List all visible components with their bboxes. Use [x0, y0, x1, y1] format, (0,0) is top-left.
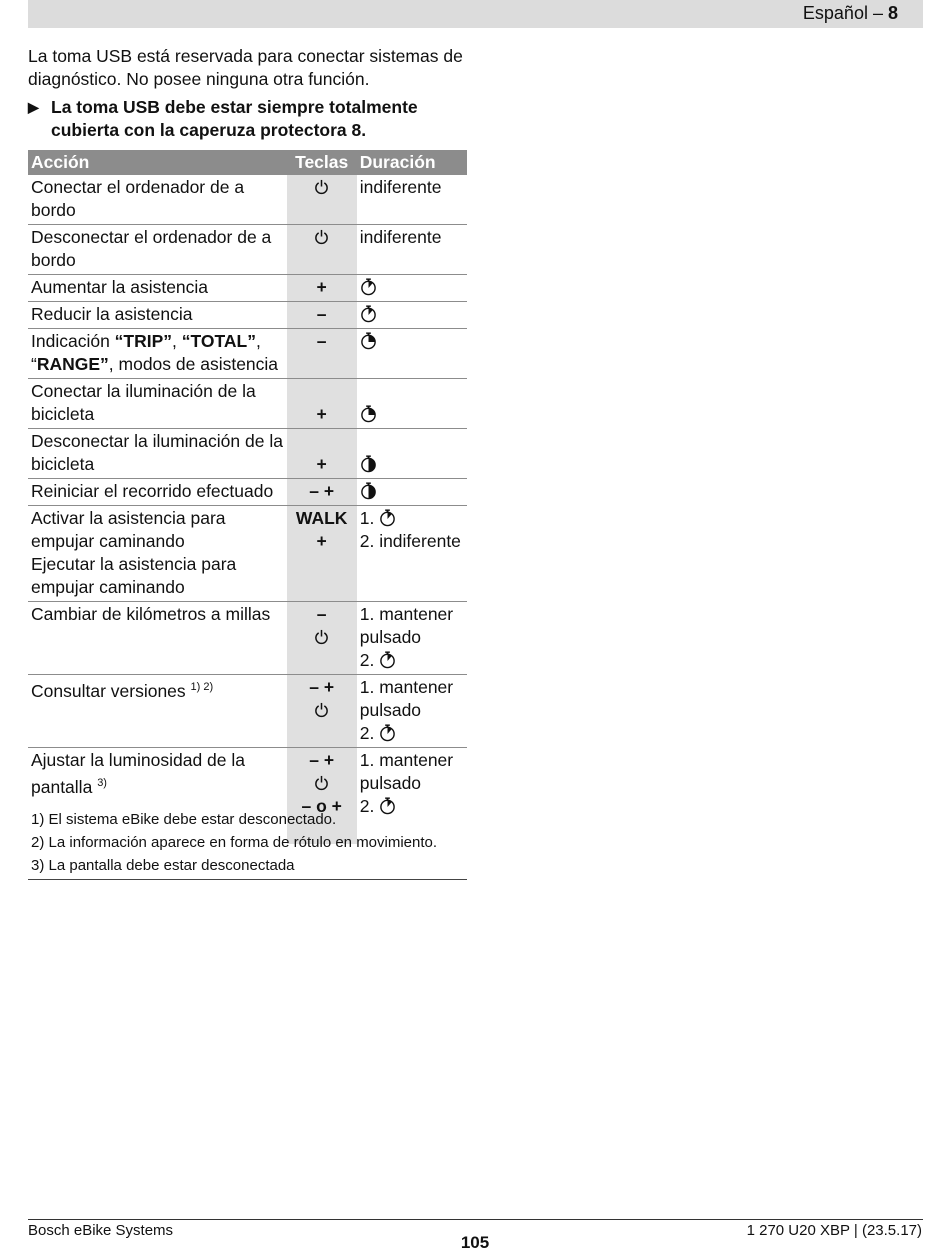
warning-text: La toma USB debe estar siempre totalmente cubierta con la caperuza protectora 8.	[51, 97, 418, 140]
table-row	[28, 275, 467, 302]
action-cell: Conectar la iluminación de la bicicleta	[28, 379, 287, 429]
stopwatch-medium-icon	[360, 405, 377, 423]
duration-step: 1. mantener pulsado	[359, 677, 454, 720]
action-text: ,	[256, 331, 261, 351]
footer-divider	[28, 1219, 923, 1220]
table-row	[28, 602, 467, 675]
duration-step: 2.	[359, 650, 375, 670]
total-label: “TOTAL”	[181, 331, 256, 351]
intro-paragraph: La toma USB está reservada para conectar sistemas de diagnóstico. No posee ninguna otra función.	[28, 46, 463, 89]
duration-step: 2. indiferente	[359, 531, 461, 551]
minus-plus-keys: – +	[309, 677, 335, 697]
header-action: Acción	[28, 150, 287, 175]
table-row	[28, 429, 467, 479]
action-cell	[28, 329, 287, 379]
keys-cell	[287, 602, 357, 675]
keys-cell	[287, 225, 357, 275]
table-row	[28, 175, 467, 225]
table-row	[28, 225, 467, 275]
header-bar	[28, 0, 923, 28]
stopwatch-medium-icon	[360, 332, 377, 350]
power-icon	[314, 178, 329, 195]
action-cell: Reiniciar el recorrido efectuado	[28, 479, 287, 506]
header-separator: –	[867, 3, 888, 23]
table-row	[28, 506, 467, 602]
table-row	[28, 302, 467, 329]
duration-cell	[357, 602, 467, 675]
range-label: RANGE”	[36, 354, 109, 374]
keys-cell	[287, 506, 357, 602]
footnote-ref: 1) 2)	[190, 681, 214, 693]
action-text: , modos de asistencia	[108, 354, 279, 374]
duration-cell: indiferente	[357, 175, 467, 225]
action-cell: Conectar el ordenador de a bordo	[28, 175, 287, 225]
power-icon	[314, 701, 329, 718]
duration-cell: indiferente	[357, 225, 467, 275]
minus-key: –	[316, 604, 327, 624]
action-line: Ejecutar la asistencia para empujar caminando	[31, 554, 237, 597]
action-cell: Desconectar la iluminación de la bicicleta	[28, 429, 287, 479]
action-cell: Reducir la asistencia	[28, 302, 287, 329]
footnote: 1) El sistema eBike debe estar desconectado.	[31, 811, 337, 828]
footnotes	[28, 808, 467, 880]
stopwatch-short-icon	[379, 651, 396, 669]
table-row	[28, 675, 467, 748]
action-text: “	[31, 354, 37, 374]
trip-label: “TRIP”	[114, 331, 173, 351]
keys-cell: –	[287, 302, 357, 329]
keys-cell: +	[287, 379, 357, 429]
stopwatch-short-icon	[379, 509, 396, 527]
warning-note	[28, 96, 468, 142]
actions-table	[28, 150, 467, 844]
power-icon	[314, 774, 329, 791]
duration-cell	[357, 379, 467, 429]
stopwatch-long-icon	[360, 455, 377, 473]
duration-cell	[357, 302, 467, 329]
header-page-number: 8	[887, 3, 898, 23]
keys-cell: +	[287, 429, 357, 479]
header-duration: Duración	[357, 150, 467, 175]
minus-o-plus-keys: – o +	[301, 796, 342, 816]
action-cell: Cambiar de kilómetros a millas	[28, 602, 287, 675]
stopwatch-short-icon	[360, 305, 377, 323]
keys-cell: – +	[287, 479, 357, 506]
header-keys: Teclas	[287, 150, 357, 175]
plus-key: +	[316, 531, 327, 551]
header-language: Español	[802, 3, 868, 23]
stopwatch-short-icon	[360, 278, 377, 296]
duration-cell	[357, 479, 467, 506]
footnote-ref: 3)	[97, 777, 107, 789]
footer-doc-id: 1 270 U20 XBP | (23.5.17)	[746, 1222, 922, 1239]
table-row	[28, 479, 467, 506]
duration-step: 1. mantener pulsado	[359, 604, 454, 647]
keys-cell: +	[287, 275, 357, 302]
minus-plus-keys: – +	[309, 750, 335, 770]
action-line: Activar la asistencia para empujar caminando	[31, 508, 226, 551]
stopwatch-long-icon	[360, 482, 377, 500]
power-icon	[314, 228, 329, 245]
duration-step: 1.	[359, 508, 375, 528]
duration-cell	[357, 329, 467, 379]
action-text: ,	[172, 331, 182, 351]
table-row	[28, 379, 467, 429]
duration-cell	[357, 429, 467, 479]
duration-step: 2.	[359, 796, 375, 816]
power-icon	[314, 628, 329, 645]
keys-cell: –	[287, 329, 357, 379]
footnote: 2) La información aparece en forma de rótulo en movimiento.	[31, 834, 438, 851]
action-cell	[28, 675, 287, 748]
keys-cell	[287, 175, 357, 225]
footer-brand: Bosch eBike Systems	[28, 1222, 174, 1239]
duration-cell	[357, 275, 467, 302]
footnote: 3) La pantalla debe estar desconectada	[31, 857, 295, 874]
page-number: 105	[460, 1233, 490, 1252]
table-row	[28, 329, 467, 379]
duration-cell	[357, 506, 467, 602]
action-cell: Desconectar el ordenador de a bordo	[28, 225, 287, 275]
duration-cell	[357, 675, 467, 748]
action-cell: Aumentar la asistencia	[28, 275, 287, 302]
keys-cell	[287, 675, 357, 748]
action-cell	[28, 506, 287, 602]
stopwatch-short-icon	[379, 724, 396, 742]
duration-step: 2.	[359, 723, 375, 743]
table-header-row	[28, 150, 467, 175]
walk-key: WALK	[295, 508, 348, 528]
duration-step: 1. mantener pulsado	[359, 750, 454, 793]
action-text: Consultar versiones	[31, 680, 186, 701]
action-text: Ajustar la luminosidad de la pantalla	[31, 750, 246, 797]
action-text: Indicación	[31, 331, 115, 351]
page-header	[803, 3, 898, 24]
triangle-bullet-icon: ▶	[28, 99, 39, 115]
